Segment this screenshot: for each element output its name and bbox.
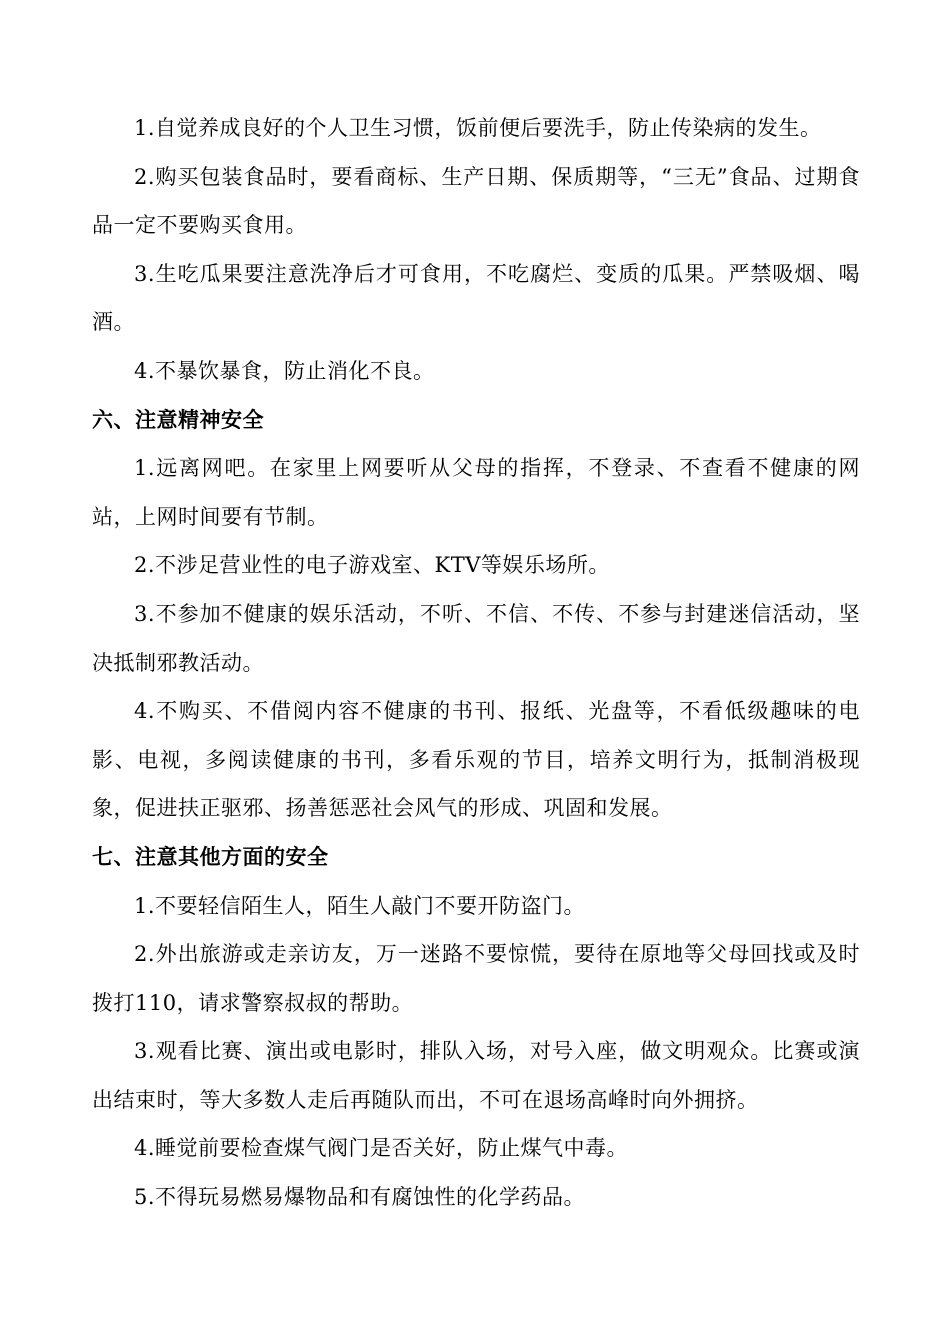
other-safety-item-4: 4.睡觉前要检查煤气阀门是否关好，防止煤气中毒。 xyxy=(134,1136,629,1161)
food-safety-item-1: 1.自觉养成良好的个人卫生习惯，饭前便后要洗手，防止传染病的发生。 xyxy=(134,116,822,140)
section-heading-mental-safety: 六、注意精神安全 xyxy=(92,407,264,432)
mental-safety-item-1: 1.远离网吧。在家里上网要听从父母的指挥，不登录、不查看不健康的网站，上网时间要有节制。 xyxy=(92,456,860,529)
mental-safety-item-4: 4.不购买、不借阅内容不健康的书刊、报纸、光盘等，不看低级趣味的电影、电视，多阅读健康的书刊，多看乐观的节目，培养文明行为，抵制消极现象，促进扶正驱邪、扬善惩恶社会风气的形成、巩固和发展。 xyxy=(92,699,860,821)
other-safety-item-2: 2.外出旅游或走亲访友，万一迷路不要惊慌，要待在原地等父母回找或及时拨打110，请求警察叔叔的帮助。 xyxy=(92,942,860,1015)
document-page xyxy=(92,104,860,1222)
food-safety-item-4: 4.不暴饮暴食，防止消化不良。 xyxy=(134,358,435,383)
section-heading-other-safety: 七、注意其他方面的安全 xyxy=(92,844,329,869)
other-safety-item-3: 3.观看比赛、演出或电影时，排队入场，对号入座，做文明观众。比赛或演出结束时，等大多数人走后再随队而出，不可在退场高峰时向外拥挤。 xyxy=(92,1039,860,1112)
other-safety-item-1: 1.不要轻信陌生人，陌生人敲门不要开防盗门。 xyxy=(134,893,586,918)
mental-safety-item-3: 3.不参加不健康的娱乐活动，不听、不信、不传、不参与封建迷信活动，坚决抵制邪教活动。 xyxy=(92,601,860,675)
food-safety-item-3: 3.生吃瓜果要注意洗净后才可食用，不吃腐烂、变质的瓜果。严禁吸烟、喝酒。 xyxy=(92,261,860,335)
other-safety-item-5: 5.不得玩易燃易爆物品和有腐蚀性的化学药品。 xyxy=(134,1185,586,1210)
food-safety-item-2: 2.购买包装食品时，要看商标、生产日期、保质期等，“三无”食品、过期食品一定不要购买食用。 xyxy=(92,164,860,238)
mental-safety-item-2: 2.不涉足营业性的电子游戏室、KTV等娱乐场所。 xyxy=(134,553,610,578)
